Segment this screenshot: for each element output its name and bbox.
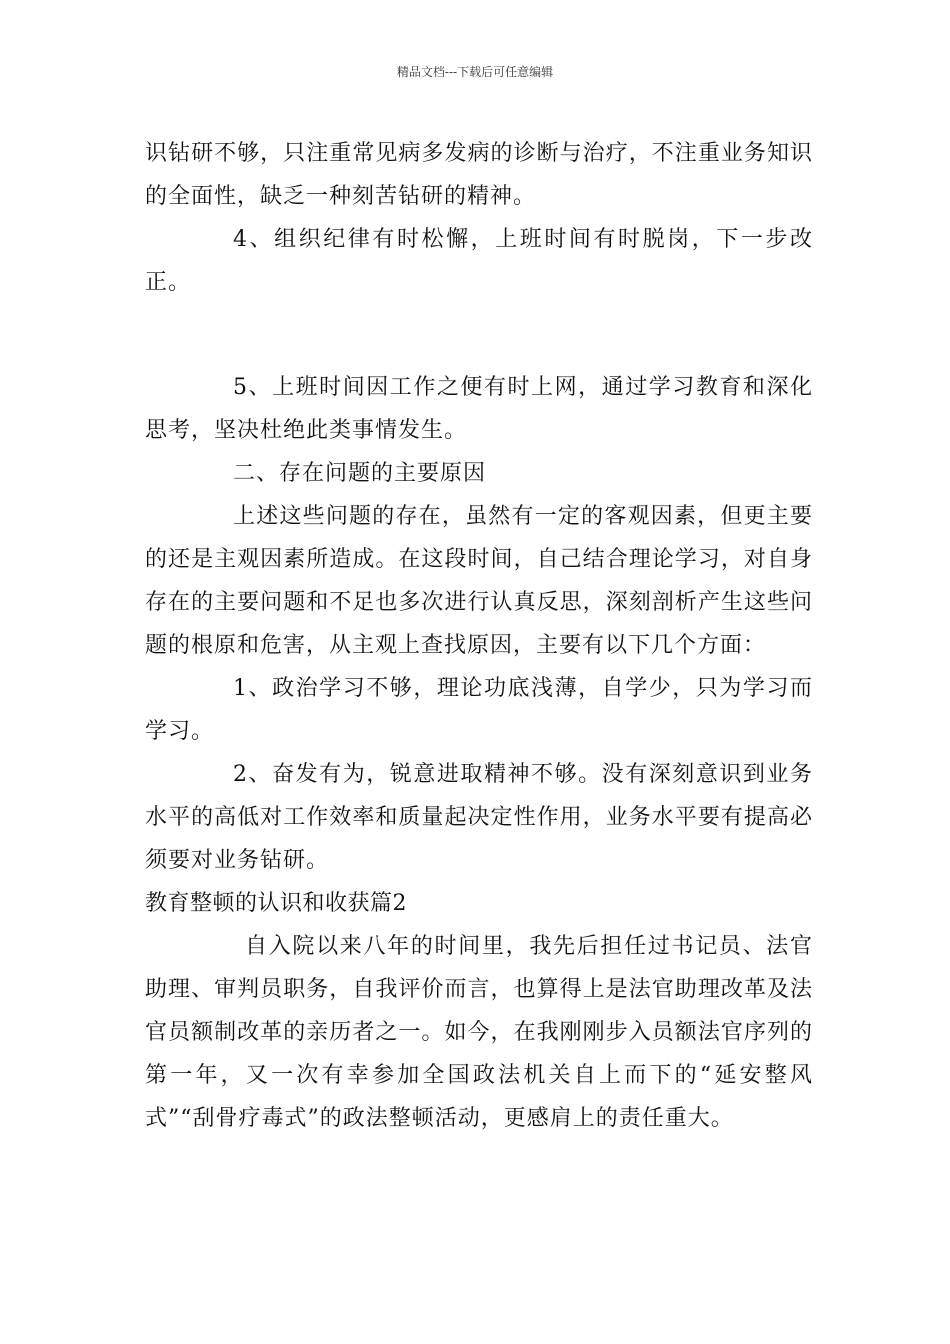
paragraph-article2-intro: 自入院以来八年的时间里，我先后担任过书记员、法官助理、审判员职务，自我评价而言，也算得上是法官助理改革及法官员额制改革的亲历者之一。如今，在我刚刚步入员额法官序列的第一年，又一次有幸参加全国政法机关自上而下的“延安整风式”“刮骨疗毒式”的政法整顿活动，更感肩上的责任重大。 xyxy=(145,934,813,1131)
document-body xyxy=(145,132,813,1140)
paragraph-continuation: 识钻研不够，只注重常见病多发病的诊断与治疗，不注重业务知识的全面性，缺乏一种刻苦钻研的精神。 xyxy=(145,141,813,209)
paragraph-item-5: 5、上班时间因工作之便有时上网，通过学习教育和深化思考，坚决杜绝此类事情发生。 xyxy=(145,375,813,443)
paragraph-cause-2: 2、奋发有为，锐意进取精神不够。没有深刻意识到业务水平的高低对工作效率和质量起决定性作用，业务水平要有提高必须要对业务钻研。 xyxy=(145,762,813,873)
section-heading: 二、存在问题的主要原因 xyxy=(233,461,487,486)
paragraph-causes-intro: 上述这些问题的存在，虽然有一定的客观因素，但更主要的还是主观因素所造成。在这段时间，自己结合理论学习，对自身存在的主要问题和不足也多次进行认真反思，深刻剖析产生这些问题的根原和危害，从主观上查找原因，主要有以下几个方面： xyxy=(145,504,813,658)
article-subtitle: 教育整顿的认识和收获篇2 xyxy=(145,891,407,916)
page-header: 精品文档---下载后可任意编辑 xyxy=(396,65,554,79)
paragraph-cause-1: 1、政治学习不够，理论功底浅薄，自学少，只为学习而学习。 xyxy=(145,676,813,744)
paragraph-item-4: 4、组织纪律有时松懈，上班时间有时脱岗，下一步改正。 xyxy=(145,227,813,295)
